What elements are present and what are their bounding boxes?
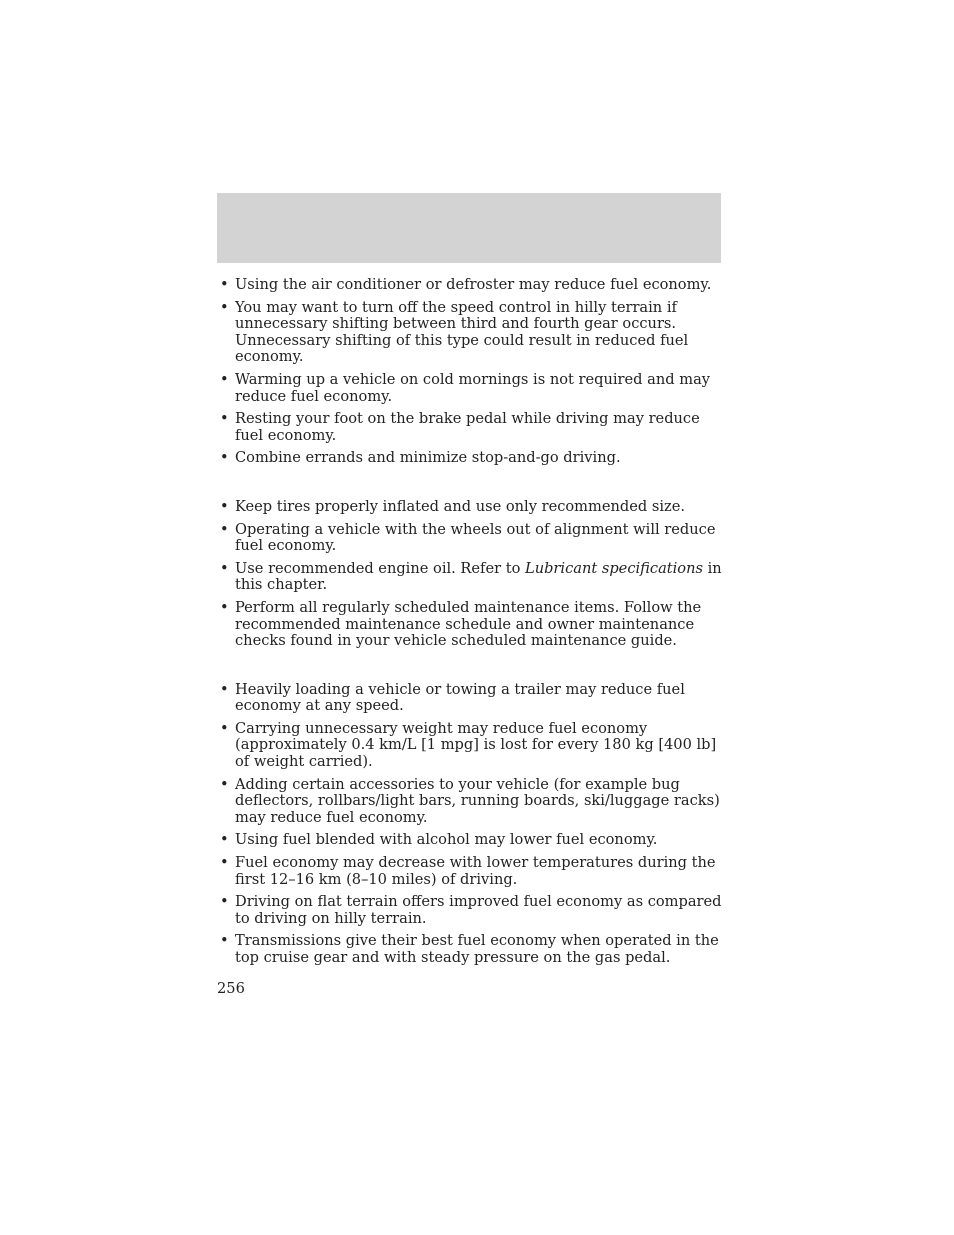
- list-item: [217, 561, 727, 594]
- list-item-text-after: in this chapter.: [235, 559, 722, 594]
- bullet-icon: •: [220, 854, 229, 872]
- list-item-text: Carrying unnecessary weight may reduce fuel economy (approximately 0.4 km/L [1 mpg] is lost for every 180 kg [400 lb] of weight carried).: [235, 719, 717, 771]
- list-item-text: Heavily loading a vehicle or towing a trailer may reduce fuel economy at any speed.: [235, 680, 685, 715]
- list-item-text: Perform all regularly scheduled maintenance items. Follow the recommended maintenance schedule and owner maintenance checks found in your vehicle scheduled maintenance guide.: [235, 598, 702, 650]
- bullet-icon: •: [220, 680, 229, 698]
- list-item-text: Warming up a vehicle on cold mornings is not required and may reduce fuel economy.: [235, 370, 711, 405]
- group-spacer: [217, 473, 727, 499]
- list-item: [217, 300, 727, 366]
- list-item: [217, 855, 727, 888]
- bullet-list-maintenance: [217, 499, 727, 650]
- list-item: [217, 600, 727, 650]
- bullet-icon: •: [220, 932, 229, 950]
- list-item: [217, 777, 727, 827]
- bullet-icon: •: [220, 410, 229, 428]
- bullet-icon: •: [220, 893, 229, 911]
- page-content: [217, 277, 727, 973]
- bullet-icon: •: [220, 298, 229, 316]
- bullet-icon: •: [220, 520, 229, 538]
- section-header-band: [217, 193, 721, 263]
- bullet-icon: •: [220, 497, 229, 515]
- list-item-text: Combine errands and minimize stop-and-go driving.: [235, 449, 621, 467]
- list-item: [217, 450, 727, 467]
- list-item-text: You may want to turn off the speed control in hilly terrain if unnecessary shifting between third and fourth gear occurs. Unnecessary shifting of this type could result in reduced fuel economy.: [235, 298, 689, 366]
- list-item-text: Resting your foot on the brake pedal while driving may reduce fuel economy.: [235, 410, 700, 444]
- list-item-text: Transmissions give their best fuel economy when operated in the top cruise gear and with steady pressure on the gas pedal.: [235, 932, 719, 966]
- bullet-list-conditions: [217, 682, 727, 967]
- bullet-list-driving-habits: [217, 277, 727, 467]
- list-item: [217, 411, 727, 444]
- bullet-icon: •: [220, 449, 229, 467]
- list-item: [217, 721, 727, 771]
- list-item: [217, 277, 727, 294]
- list-item: [217, 372, 727, 405]
- list-item: [217, 933, 727, 966]
- bullet-icon: •: [220, 831, 229, 849]
- bullet-icon: •: [220, 775, 229, 793]
- cross-reference-lubricant-specifications: Lubricant specifications: [525, 559, 703, 577]
- list-item: [217, 499, 727, 516]
- list-item-text: Adding certain accessories to your vehicle (for example bug deflectors, rollbars/light bars, running boards, ski/luggage racks) may reduce fuel economy.: [235, 775, 720, 826]
- list-item: [217, 522, 727, 555]
- group-spacer: [217, 656, 727, 682]
- list-item-text-before: Use recommended engine oil. Refer to: [235, 559, 525, 577]
- list-item-text: Using the air conditioner or defroster may reduce fuel economy.: [235, 276, 712, 293]
- list-item-text: Fuel economy may decrease with lower temperatures during the first 12–16 km (8–10 miles) of driving.: [235, 854, 716, 888]
- bullet-icon: •: [220, 559, 229, 577]
- list-item-text: Using fuel blended with alcohol may lower fuel economy.: [235, 831, 658, 849]
- list-item-text: Operating a vehicle with the wheels out of alignment will reduce fuel economy.: [235, 520, 716, 555]
- list-item: [217, 894, 727, 927]
- list-item-text: Keep tires properly inflated and use only recommended size.: [235, 497, 685, 515]
- list-item: [217, 832, 727, 849]
- bullet-icon: •: [220, 719, 229, 737]
- page-number: 256: [217, 980, 245, 997]
- bullet-icon: •: [220, 370, 229, 388]
- list-item-text: Driving on flat terrain offers improved fuel economy as compared to driving on hilly terrain.: [235, 893, 722, 927]
- bullet-icon: •: [220, 276, 229, 293]
- list-item: [217, 682, 727, 715]
- bullet-icon: •: [220, 598, 229, 616]
